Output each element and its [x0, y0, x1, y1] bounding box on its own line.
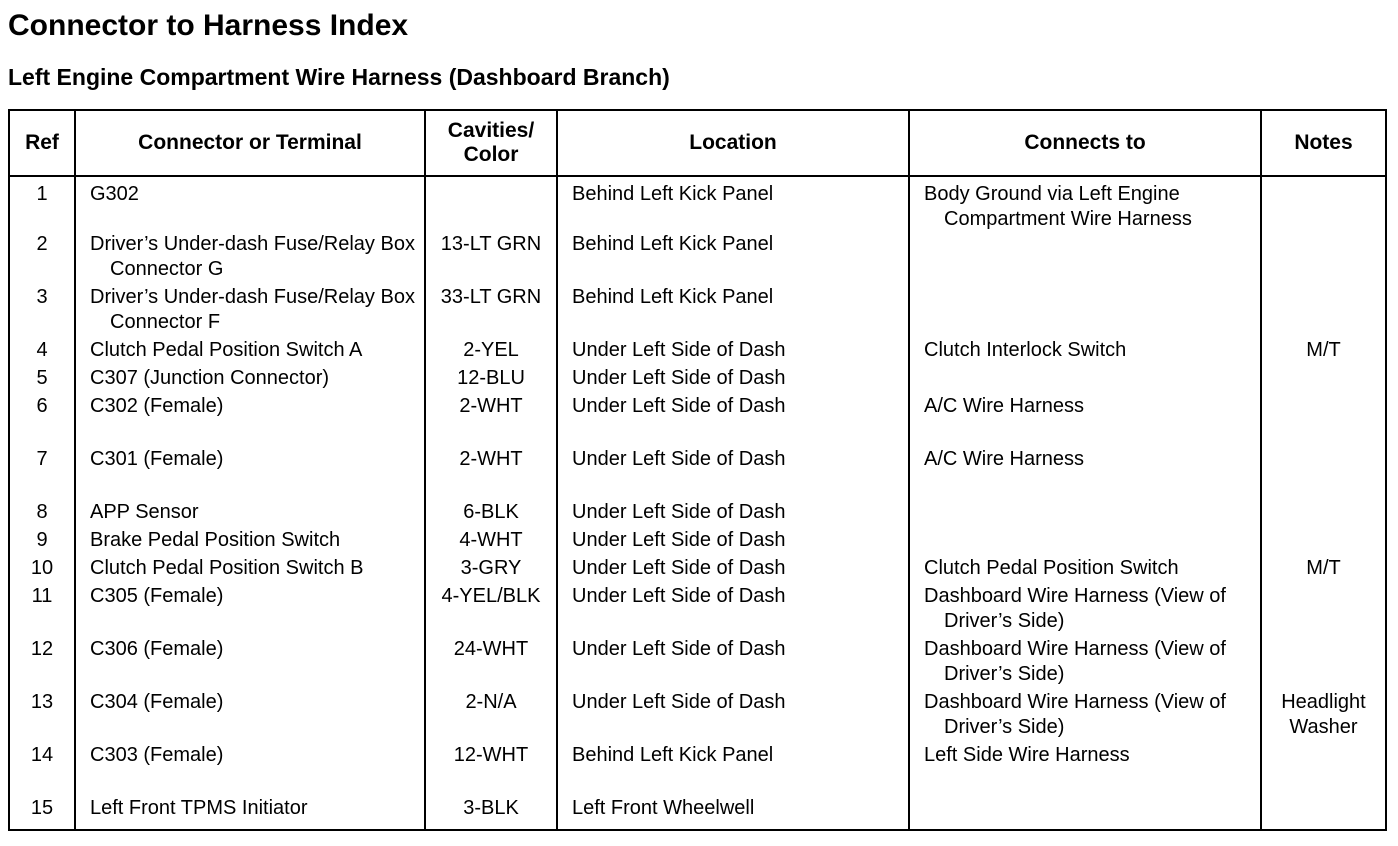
- cell-location: Left Front Wheelwell: [557, 796, 909, 830]
- cell-connects-to: Body Ground via Left Engine Compartment Wire Harness: [909, 176, 1261, 232]
- table-row: [9, 285, 1386, 338]
- cell-connects-to: Dashboard Wire Harness (View of Driver’s Side): [909, 584, 1261, 637]
- cell-notes: [1261, 528, 1386, 556]
- cell-cavities: 13-LT GRN: [425, 232, 557, 285]
- cell-connector: G302: [75, 176, 425, 232]
- cell-location: Under Left Side of Dash: [557, 556, 909, 584]
- cell-ref: 2: [9, 232, 75, 285]
- cell-ref: 8: [9, 500, 75, 528]
- cell-ref: 11: [9, 584, 75, 637]
- cell-location: Under Left Side of Dash: [557, 366, 909, 394]
- cell-cavities: 24-WHT: [425, 637, 557, 690]
- cell-notes: [1261, 176, 1386, 232]
- cell-cavities: 33-LT GRN: [425, 285, 557, 338]
- cell-location: Under Left Side of Dash: [557, 447, 909, 500]
- cell-connector: Driver’s Under-dash Fuse/Relay Box Connector G: [75, 232, 425, 285]
- table-row: [9, 394, 1386, 447]
- cell-connects-to: Left Side Wire Harness: [909, 743, 1261, 796]
- cell-cavities: 2-WHT: [425, 394, 557, 447]
- cell-ref: 12: [9, 637, 75, 690]
- column-header-cavities-line1: Cavities/: [447, 119, 535, 142]
- cell-connector: C305 (Female): [75, 584, 425, 637]
- cell-connects-to: A/C Wire Harness: [909, 447, 1261, 500]
- cell-connector: Driver’s Under-dash Fuse/Relay Box Connector F: [75, 285, 425, 338]
- cell-ref: 13: [9, 690, 75, 743]
- cell-notes: [1261, 584, 1386, 637]
- cell-notes: M/T: [1261, 556, 1386, 584]
- cell-cavities: 2-N/A: [425, 690, 557, 743]
- cell-connector: C302 (Female): [75, 394, 425, 447]
- cell-location: Under Left Side of Dash: [557, 500, 909, 528]
- column-header-ref: Ref: [9, 110, 75, 176]
- cell-notes: [1261, 447, 1386, 500]
- table-row: [9, 338, 1386, 366]
- cell-notes: [1261, 637, 1386, 690]
- cell-location: Under Left Side of Dash: [557, 584, 909, 637]
- cell-connects-to: [909, 366, 1261, 394]
- page-title: Connector to Harness Index: [8, 9, 409, 42]
- cell-cavities: 3-BLK: [425, 796, 557, 830]
- cell-connects-to: Dashboard Wire Harness (View of Driver’s Side): [909, 690, 1261, 743]
- cell-location: Under Left Side of Dash: [557, 394, 909, 447]
- cell-connects-to: Clutch Pedal Position Switch: [909, 556, 1261, 584]
- cell-cavities: 3-GRY: [425, 556, 557, 584]
- cell-ref: 1: [9, 176, 75, 232]
- cell-connects-to: [909, 232, 1261, 285]
- table-row: [9, 176, 1386, 232]
- cell-cavities: 12-BLU: [425, 366, 557, 394]
- cell-notes: Headlight Washer: [1261, 690, 1386, 743]
- cell-notes: [1261, 796, 1386, 830]
- page-subtitle: Left Engine Compartment Wire Harness (Dashboard Branch): [8, 64, 670, 90]
- cell-cavities: [425, 176, 557, 232]
- cell-connector: APP Sensor: [75, 500, 425, 528]
- cell-ref: 9: [9, 528, 75, 556]
- cell-connects-to: Clutch Interlock Switch: [909, 338, 1261, 366]
- cell-connector: Brake Pedal Position Switch: [75, 528, 425, 556]
- table-row: [9, 690, 1386, 743]
- cell-location: Under Left Side of Dash: [557, 690, 909, 743]
- column-header-location: Location: [557, 110, 909, 176]
- cell-connector: C306 (Female): [75, 637, 425, 690]
- table-body: [9, 176, 1386, 830]
- cell-ref: 6: [9, 394, 75, 447]
- cell-ref: 15: [9, 796, 75, 830]
- cell-location: Behind Left Kick Panel: [557, 743, 909, 796]
- table-header-row: [9, 110, 1386, 176]
- table-row: [9, 556, 1386, 584]
- cell-location: Under Left Side of Dash: [557, 528, 909, 556]
- column-header-cavities-line2: Color: [463, 143, 519, 166]
- cell-connector: Left Front TPMS Initiator: [75, 796, 425, 830]
- cell-ref: 14: [9, 743, 75, 796]
- cell-ref: 7: [9, 447, 75, 500]
- table-row: [9, 447, 1386, 500]
- column-header-notes: Notes: [1261, 110, 1386, 176]
- cell-notes: [1261, 366, 1386, 394]
- cell-connects-to: [909, 500, 1261, 528]
- cell-cavities: 6-BLK: [425, 500, 557, 528]
- table-row: [9, 796, 1386, 830]
- cell-connector: C301 (Female): [75, 447, 425, 500]
- table-row: [9, 500, 1386, 528]
- cell-connector: C307 (Junction Connector): [75, 366, 425, 394]
- cell-connector: C303 (Female): [75, 743, 425, 796]
- cell-ref: 5: [9, 366, 75, 394]
- cell-connects-to: A/C Wire Harness: [909, 394, 1261, 447]
- cell-notes: [1261, 743, 1386, 796]
- cell-connects-to: Dashboard Wire Harness (View of Driver’s Side): [909, 637, 1261, 690]
- cell-ref: 4: [9, 338, 75, 366]
- table-row: [9, 528, 1386, 556]
- cell-ref: 3: [9, 285, 75, 338]
- cell-location: Under Left Side of Dash: [557, 637, 909, 690]
- cell-cavities: 2-YEL: [425, 338, 557, 366]
- cell-connects-to: [909, 796, 1261, 830]
- cell-location: Behind Left Kick Panel: [557, 285, 909, 338]
- cell-notes: [1261, 285, 1386, 338]
- cell-cavities: 12-WHT: [425, 743, 557, 796]
- cell-notes: [1261, 394, 1386, 447]
- cell-cavities: 2-WHT: [425, 447, 557, 500]
- column-header-cavities: [425, 110, 557, 176]
- cell-connects-to: [909, 528, 1261, 556]
- cell-ref: 10: [9, 556, 75, 584]
- cell-connector: Clutch Pedal Position Switch A: [75, 338, 425, 366]
- cell-notes: [1261, 500, 1386, 528]
- cell-cavities: 4-WHT: [425, 528, 557, 556]
- cell-location: Behind Left Kick Panel: [557, 176, 909, 232]
- cell-location: Under Left Side of Dash: [557, 338, 909, 366]
- cell-cavities: 4-YEL/BLK: [425, 584, 557, 637]
- cell-connector: Clutch Pedal Position Switch B: [75, 556, 425, 584]
- cell-connects-to: [909, 285, 1261, 338]
- cell-notes: M/T: [1261, 338, 1386, 366]
- table-row: [9, 232, 1386, 285]
- column-header-connector: Connector or Terminal: [75, 110, 425, 176]
- cell-location: Behind Left Kick Panel: [557, 232, 909, 285]
- cell-connector: C304 (Female): [75, 690, 425, 743]
- cell-notes: [1261, 232, 1386, 285]
- table-row: [9, 366, 1386, 394]
- column-header-connects-to: Connects to: [909, 110, 1261, 176]
- table-row: [9, 584, 1386, 637]
- table-row: [9, 743, 1386, 796]
- table-row: [9, 637, 1386, 690]
- connector-index-table: [8, 109, 1387, 831]
